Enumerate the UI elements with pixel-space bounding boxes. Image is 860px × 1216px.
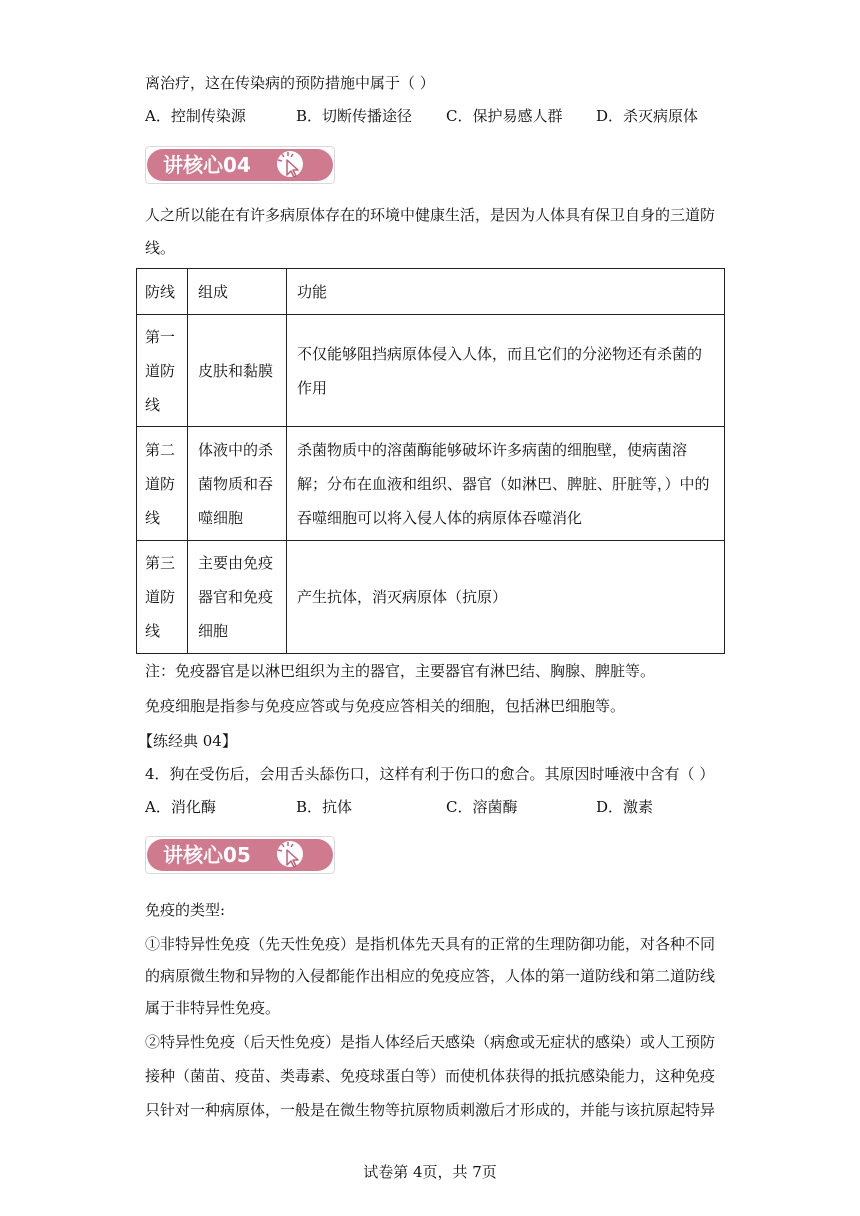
header-function: 功能 bbox=[287, 269, 725, 315]
cursor-click-icon bbox=[277, 841, 303, 867]
core-05-p1-line2: 的病原微生物和异物的入侵都能作出相应的免疫应答，人体的第一道防线和第二道防线 bbox=[145, 967, 716, 985]
core-04-intro-line2: 线。 bbox=[145, 239, 176, 257]
row2-line: 第二道防线 bbox=[137, 427, 188, 541]
q3-option-d: D．杀灭病原体 bbox=[596, 107, 699, 125]
core-05-badge bbox=[145, 836, 335, 874]
core-05-label: 讲核心05 bbox=[163, 843, 251, 867]
note-immune-cells: 免疫细胞是指参与免疫应答或与免疫应答相关的细胞，包括淋巴细胞等。 bbox=[145, 697, 626, 715]
question-4-text: 4．狗在受伤后，会用舌头舔伤口，这样有利于伤口的愈合。其原因时唾液中含有（ ） bbox=[145, 765, 715, 783]
q4-option-b: B．抗体 bbox=[296, 798, 353, 816]
table-header-row bbox=[137, 269, 725, 315]
core-05-p2-line2: 接种（菌苗、疫苗、类毒素、免疫球蛋白等）而使机体获得的抵抗感染能力，这种免疫 bbox=[145, 1067, 716, 1085]
table-row bbox=[137, 427, 725, 541]
defense-lines-table bbox=[136, 268, 725, 654]
page-footer: 试卷第 4页，共 7页 bbox=[363, 1163, 497, 1181]
core-04-label: 讲核心04 bbox=[163, 153, 251, 177]
header-line: 防线 bbox=[137, 269, 188, 315]
q4-option-c: C．溶菌酶 bbox=[446, 798, 518, 816]
core-04-badge bbox=[145, 146, 335, 184]
q3-option-a: A．控制传染源 bbox=[145, 107, 246, 125]
core-04-intro-line1: 人之所以能在有许多病原体存在的环境中健康生活，是因为人体具有保卫自身的三道防 bbox=[145, 206, 716, 224]
row3-composition: 主要由免疫器官和免疫细胞 bbox=[188, 541, 287, 654]
practice-04-heading: 【练经典 04】 bbox=[138, 732, 237, 750]
row2-function: 杀菌物质中的溶菌酶能够破坏许多病菌的细胞壁，使病菌溶解；分布在血液和组织、器官（如淋巴、脾脏、肝脏等，）中的吞噬细胞可以将入侵人体的病原体吞噬消化 bbox=[287, 427, 725, 541]
q4-option-a: A．消化酶 bbox=[145, 798, 216, 816]
q3-option-b: B．切断传播途径 bbox=[296, 107, 413, 125]
core-05-p1-line1: ①非特异性免疫（先天性免疫）是指机体先天具有的正常的生理防御功能，对各种不同 bbox=[145, 935, 716, 953]
row1-function: 不仅能够阻挡病原体侵入人体，而且它们的分泌物还有杀菌的作用 bbox=[287, 315, 725, 427]
core-05-title: 免疫的类型: bbox=[145, 901, 226, 919]
row1-composition: 皮肤和黏膜 bbox=[188, 315, 287, 427]
q3-option-c: C．保护易感人群 bbox=[446, 107, 563, 125]
header-composition: 组成 bbox=[188, 269, 287, 315]
cursor-click-icon bbox=[277, 151, 303, 177]
row3-function: 产生抗体，消灭病原体（抗原） bbox=[287, 541, 725, 654]
q4-option-d: D．激素 bbox=[596, 798, 654, 816]
row1-line: 第一道防线 bbox=[137, 315, 188, 427]
core-05-p1-line3: 属于非特异性免疫。 bbox=[145, 999, 281, 1017]
table-row bbox=[137, 541, 725, 654]
row2-composition: 体液中的杀菌物质和吞噬细胞 bbox=[188, 427, 287, 541]
row3-line: 第三道防线 bbox=[137, 541, 188, 654]
question-3-text: 离治疗，这在传染病的预防措施中属于（ ） bbox=[145, 74, 435, 92]
core-05-p2-line1: ②特异性免疫（后天性免疫）是指人体经后天感染（病愈或无症状的感染）或人工预防 bbox=[145, 1033, 716, 1051]
note-immune-organs: 注：免疫器官是以淋巴组织为主的器官，主要器官有淋巴结、胸腺、脾脏等。 bbox=[145, 662, 656, 680]
core-05-p2-line3: 只针对一种病原体，一般是在微生物等抗原物质刺激后才形成的，并能与该抗原起特异 bbox=[145, 1101, 716, 1119]
table-row bbox=[137, 315, 725, 427]
